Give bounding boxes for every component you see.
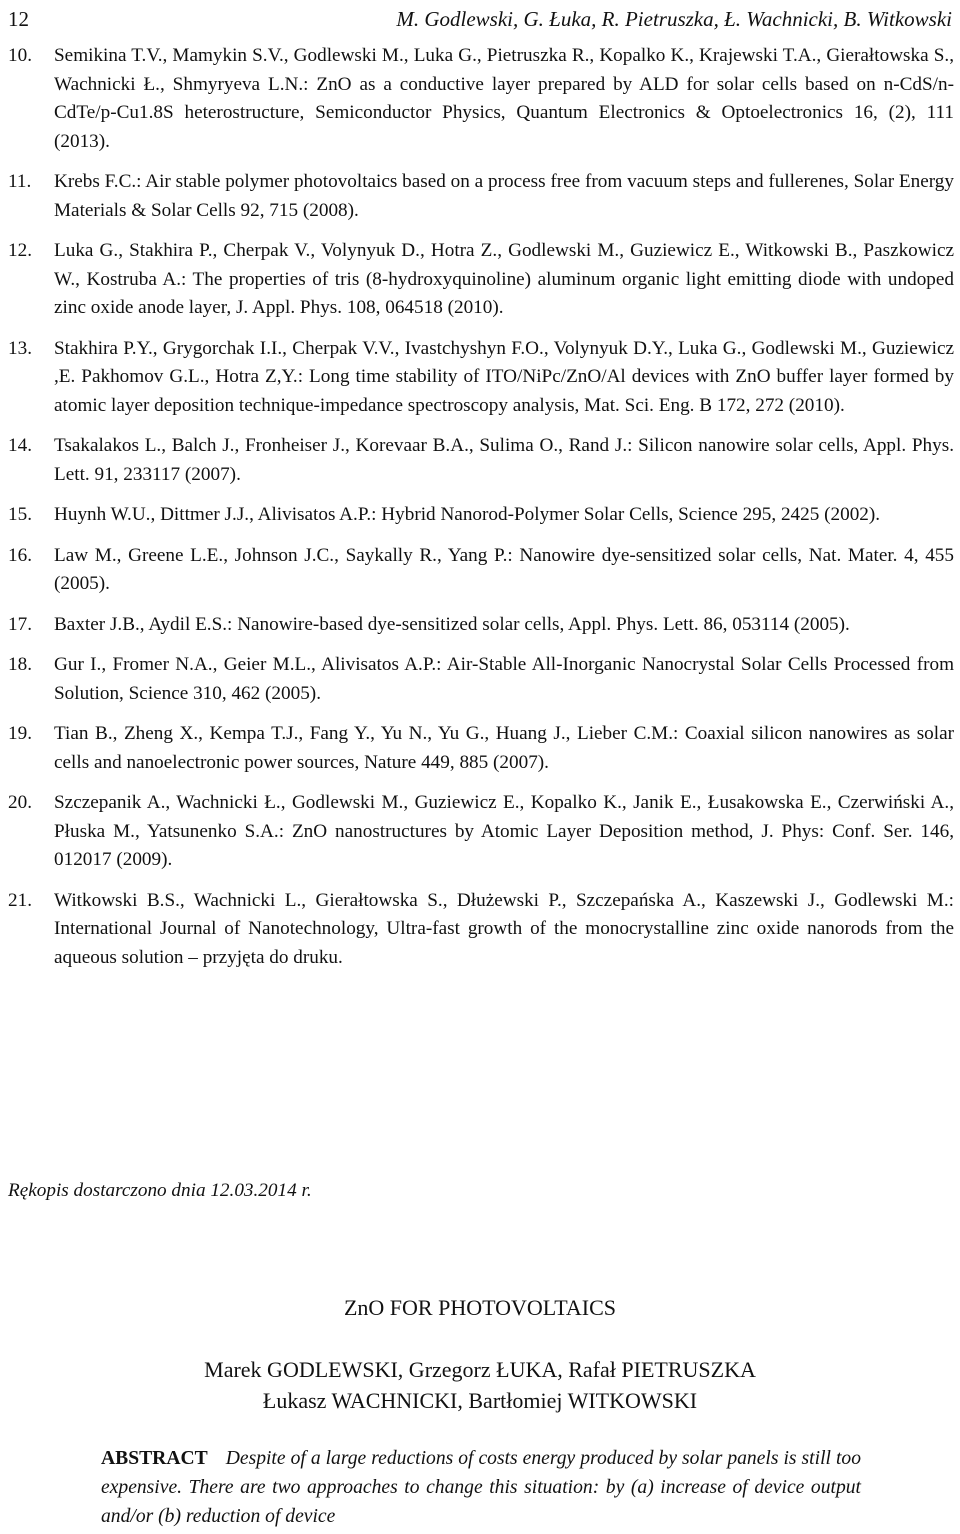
reference-item — [8, 887, 954, 973]
reference-item — [8, 237, 954, 323]
reference-item — [8, 720, 954, 777]
reference-number: 17. — [8, 613, 32, 635]
reference-text: Law M., Greene L.E., Johnson J.C., Saykally R., Yang P.: Nanowire dye-sensitized solar cells, Nat. Mater. 4, 455 (2005). — [54, 544, 954, 594]
reference-number: 12. — [8, 240, 32, 261]
reference-text: Szczepanik A., Wachnicki Ł., Godlewski M., Guziewicz E., Kopalko K., Janik E., Łusakowska E., Czerwiński A., Płuska M., Yatsunenko S.A.: ZnO nanostructures by Atomic Layer Deposition method, J. Phys: Conf. Ser. 146, 012017 (2009). — [54, 792, 954, 870]
english-authors-line: Łukasz WACHNICKI, Bartłomiej WITKOWSKI — [262, 1388, 698, 1413]
reference-text: Tian B., Zheng X., Kempa T.J., Fang Y., Yu N., Yu G., Huang J., Lieber C.M.: Coaxial silicon nanowires as solar cells and nanoelectronic power sources, Nature 449, 885 (2007). — [54, 723, 954, 773]
reference-item — [8, 501, 954, 530]
reference-item — [8, 432, 954, 489]
reference-list — [8, 42, 954, 984]
running-header-authors: M. Godlewski, G. Łuka, R. Pietruszka, Ł. Wachnicki, B. Witkowski — [396, 7, 952, 31]
reference-item — [8, 651, 954, 708]
reference-text: Witkowski B.S., Wachnicki L., Gierałtowska S., Dłużewski P., Szczepańska A., Kaszewski J., Godlewski M.: International Journal of Nanotechnology, Ultra-fast growth of the monocrystalline zinc oxide nanorods from the aqueous solution – przyjęta do druku. — [54, 889, 954, 968]
english-title: ZnO FOR PHOTOVOLTAICS — [343, 1295, 617, 1320]
reference-number: 20. — [8, 792, 32, 813]
reference-text: Tsakalakos L., Balch J., Fronheiser J., Korevaar B.A., Sulima O., Rand J.: Silicon nanowire solar cells, Appl. Phys. Lett. 91, 233117 (2007). — [54, 435, 954, 485]
running-header — [8, 2, 952, 36]
abstract — [101, 1444, 861, 1531]
reference-item — [8, 168, 954, 225]
reference-text: Gur I., Fromer N.A., Geier M.L., Alivisatos A.P.: Air-Stable All-Inorganic Nanocrystal Solar Cells Processed from Solution, Science 310, 462 (2005). — [54, 654, 954, 704]
reference-text: Baxter J.B., Aydil E.S.: Nanowire-based dye-sensitized solar cells, Appl. Phys. Lett. 86, 053114 (2005). — [54, 613, 850, 635]
reference-number: 11. — [8, 171, 32, 192]
manuscript-received-note: Rękopis dostarczono dnia 12.03.2014 r. — [8, 1180, 312, 1201]
abstract-label: ABSTRACT — [101, 1448, 208, 1469]
reference-number: 19. — [8, 723, 32, 744]
reference-number: 15. — [8, 504, 32, 525]
reference-text: Stakhira P.Y., Grygorchak I.I., Cherpak V.V., Ivastchyshyn F.O., Volynyuk D.Y., Luka G., Godlewski M., Guziewicz ,E. Pakhomov G.L., Hotra Z,Y.: Long time stability of ITO/NiPc/ZnO/Al devices with ZnO buffer layer formed by atomic layer deposition technique-impedance spectroscopy analysis, Mat. Sci. Eng. B 172, 272 (2010). — [54, 337, 954, 416]
reference-item — [8, 611, 954, 640]
reference-number: 10. — [8, 45, 32, 66]
reference-text: Huynh W.U., Dittmer J.J., Alivisatos A.P.: Hybrid Nanorod-Polymer Solar Cells, Science 295, 2425 (2002). — [54, 504, 881, 525]
reference-item — [8, 542, 954, 599]
reference-text: Semikina T.V., Mamykin S.V., Godlewski M., Luka G., Pietruszka R., Kopalko K., Krajewski T.A., Gierałtowska S., Wachnicki Ł., Shmyryeva L.N.: ZnO as a conductive layer prepared by ALD for solar cells based on n-CdS/n-CdTe/p-Cu1.8S heterostructure, Semiconductor Physics, Quantum Electronics & Optoelectronics 16, (2), 111 (2013). — [54, 45, 954, 152]
page-number: 12 — [8, 7, 29, 31]
english-authors-line: Marek GODLEWSKI, Grzegorz ŁUKA, Rafał PIETRUSZKA — [204, 1357, 756, 1382]
reference-text: Luka G., Stakhira P., Cherpak V., Volynyuk D., Hotra Z., Godlewski M., Guziewicz E., Witkowski B., Paszkowicz W., Kostruba A.: The properties of tris (8-hydroxyquinoline) aluminum organic light emitting diode with undoped zinc oxide anode layer, J. Appl. Phys. 108, 064518 (2010). — [54, 240, 954, 318]
reference-item — [8, 42, 954, 156]
reference-item — [8, 789, 954, 875]
reference-number: 16. — [8, 544, 32, 566]
reference-number: 13. — [8, 337, 32, 359]
reference-number: 18. — [8, 654, 32, 675]
reference-text: Krebs F.C.: Air stable polymer photovoltaics based on a process free from vacuum steps and fullerenes, Solar Energy Materials & Solar Cells 92, 715 (2008). — [54, 171, 954, 221]
reference-number: 21. — [8, 889, 32, 911]
abstract-text: Despite of a large reductions of costs energy produced by solar panels is still too expensive. There are two approaches to change this situation: by (a) increase of device output and/or (b) reduction of device — [101, 1448, 861, 1527]
english-authors — [0, 1354, 960, 1416]
reference-item — [8, 335, 954, 421]
reference-number: 14. — [8, 435, 32, 456]
